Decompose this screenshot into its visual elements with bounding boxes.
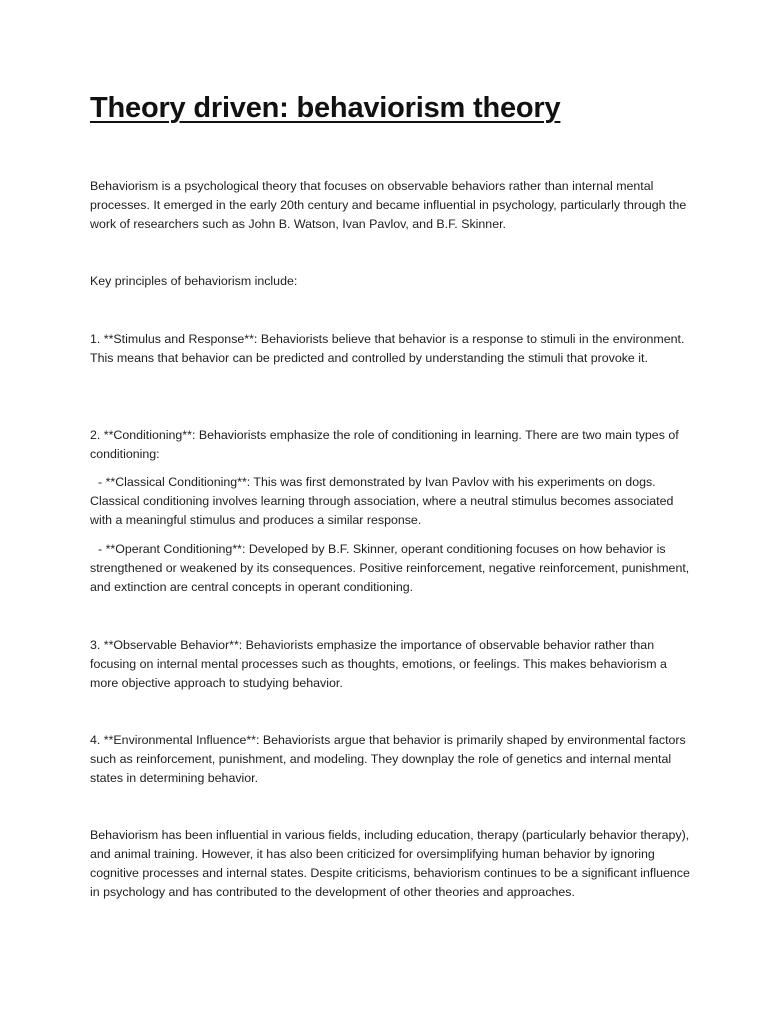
conditioning-classical: - **Classical Conditioning**: This was first demonstrated by Ivan Pavlov with his experiments on dogs. Classical conditioning involves learning through association, where a neutral stimulus becomes associated with a meaningful stimulus and produces a similar response.	[90, 475, 674, 527]
conditioning-operant: - **Operant Conditioning**: Developed by B.F. Skinner, operant conditioning focuses on how behavior is strengthened or weakened by its consequences. Positive reinforcement, negative reinforcement, punishment, and extinction are central concepts in operant conditioning.	[90, 542, 690, 594]
conclusion-paragraph: Behaviorism has been influential in various fields, including education, therapy (particularly behavior therapy), and animal training. However, it has also been criticized for oversimplifying human behavior by ignoring cognitive processes and internal states. Despite criticisms, behaviorism continues to be a significant influence in psychology and has contributed to the development of other theories and approaches.	[90, 828, 690, 899]
principle-observable-behavior: 3. **Observable Behavior**: Behaviorists emphasize the importance of observable behavior rather than focusing on internal mental processes such as thoughts, emotions, or feelings. This makes behaviorism a more objective approach to studying behavior.	[90, 638, 667, 690]
principle-environmental-influence: 4. **Environmental Influence**: Behaviorists argue that behavior is primarily shaped by environmental factors such as reinforcement, punishment, and modeling. They downplay the role of genetics and internal mental states in determining behavior.	[90, 733, 686, 785]
principle-stimulus-response: 1. **Stimulus and Response**: Behaviorists believe that behavior is a response to stimuli in the environment. This means that behavior can be predicted and controlled by understanding the stimuli that provoke it.	[90, 332, 685, 365]
principle-conditioning: 2. **Conditioning**: Behaviorists emphasize the role of conditioning in learning. There are two main types of conditioning:	[90, 428, 679, 461]
page-title: Theory driven: behaviorism theory	[90, 92, 561, 124]
key-principles-heading: Key principles of behaviorism include:	[90, 274, 298, 288]
intro-paragraph: Behaviorism is a psychological theory that focuses on observable behaviors rather than internal mental processes. It emerged in the early 20th century and became influential in psychology, particularly through the work of researchers such as John B. Watson, Ivan Pavlov, and B.F. Skinner.	[90, 179, 687, 231]
